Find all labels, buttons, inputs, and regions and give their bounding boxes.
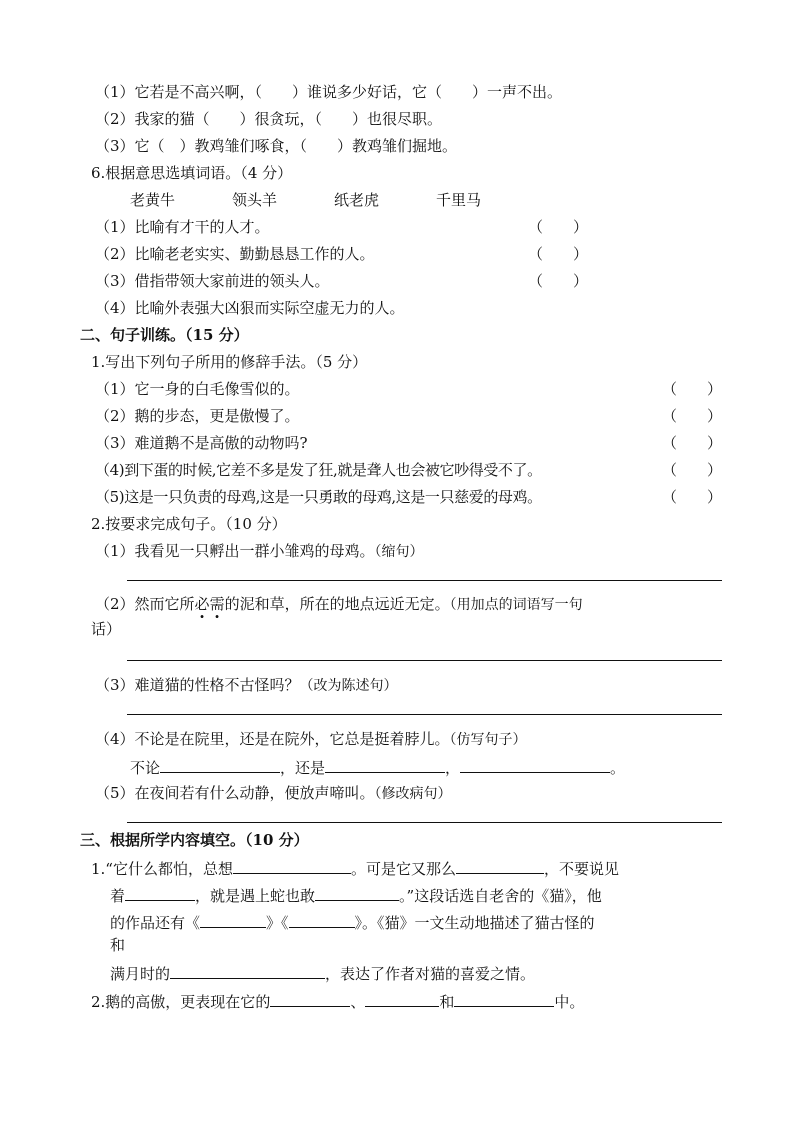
q6-word-4: 千里马 bbox=[436, 191, 482, 209]
sec2-s5-instruction: （修改病句） bbox=[374, 786, 452, 802]
sec3-q2-text-a: 2.鹅的高傲，更表现在它的 bbox=[91, 993, 271, 1011]
sec2-q1-paren-3[interactable]: （ ） bbox=[662, 434, 723, 452]
sec2-s4-word-1: 不论 bbox=[130, 759, 161, 777]
section-2-title: 二、句子训练。（15 分） bbox=[80, 326, 249, 344]
sec2-s4-text bbox=[95, 729, 527, 749]
sec2-s2-instruction: （用加点的词语写一句 bbox=[449, 597, 583, 613]
sec3-p1-line-2 bbox=[110, 884, 602, 904]
sec3-q2-text-d: 中。 bbox=[554, 993, 585, 1011]
sec2-s2-wrap: 话） bbox=[91, 620, 122, 638]
sec2-s3-text bbox=[95, 675, 398, 695]
sec2-s4-imitation bbox=[130, 756, 625, 776]
sec2-s3-instruction: （改为陈述句） bbox=[299, 678, 398, 694]
q5-item-1: （1）它若是不高兴啊，（ ）谁说多少好话，它（ ）一声不出。 bbox=[95, 83, 563, 101]
sec3-p2-blank-1[interactable] bbox=[125, 884, 195, 901]
sec2-s5-answer-line[interactable] bbox=[127, 822, 722, 823]
sec3-p2-text-c: 。”这段话选自老舍的《猫》，他 bbox=[399, 887, 602, 905]
sec2-q1-item-1: （1）它一身的白毛像雪似的。 bbox=[95, 380, 300, 398]
sec3-p2-text-a: 着 bbox=[110, 887, 126, 905]
q6-answer-paren-1[interactable]: （ ） bbox=[528, 218, 589, 236]
sec3-p1-blank-1[interactable] bbox=[233, 857, 351, 874]
sec3-q2-blank-2[interactable] bbox=[365, 990, 439, 1007]
sec2-q1-item-3: （3）难道鹅不是高傲的动物吗? bbox=[95, 434, 308, 452]
sec2-s5-sentence: （5）在夜间若有什么动静，便放声啼叫。 bbox=[95, 784, 375, 802]
q6-title: 6.根据意思选填词语。（4 分） bbox=[91, 164, 293, 182]
sec3-q2-line bbox=[91, 990, 584, 1010]
sec2-s1-sentence: （1）我看见一只孵出一群小雏鸡的母鸡。 bbox=[95, 542, 375, 560]
q5-item-3: （3）它（ ）教鸡雏们啄食，（ ）教鸡雏们掘地。 bbox=[95, 137, 458, 155]
sec3-p5-text-b: ，表达了作者对猫的喜爱之情。 bbox=[325, 965, 536, 983]
sec2-s4-instruction: （仿写句子） bbox=[449, 732, 527, 748]
sec3-p2-text-b: ，就是遇上蛇也敢 bbox=[195, 887, 316, 905]
sec2-q1-paren-5[interactable]: （ ） bbox=[662, 488, 723, 506]
sec2-q1-paren-2[interactable]: （ ） bbox=[662, 407, 723, 425]
sec2-q1-paren-1[interactable]: （ ） bbox=[662, 380, 723, 398]
sec3-p3-blank-2[interactable] bbox=[289, 911, 355, 928]
sec2-s3-answer-line[interactable] bbox=[127, 714, 722, 715]
section-3-title: 三、根据所学内容填空。（10 分） bbox=[80, 831, 309, 849]
sec3-p1-text-a: 1.“它什么都怕，总想 bbox=[91, 860, 233, 878]
q6-answer-paren-3[interactable]: （ ） bbox=[528, 272, 589, 290]
sec2-s2-dotted-2: 需 bbox=[209, 595, 225, 613]
sec3-p1-line-3 bbox=[110, 911, 595, 931]
sec2-s2-part-a: （2）然而它所 bbox=[95, 595, 195, 613]
sec2-q1-title: 1.写出下列句子所用的修辞手法。（5 分） bbox=[91, 353, 368, 371]
sec3-p1-text-c: ，不要说见 bbox=[544, 860, 620, 878]
sec3-q2-blank-1[interactable] bbox=[270, 990, 350, 1007]
sec2-s2-part-b: 的泥和草，所在的地点远近无定。 bbox=[224, 595, 450, 613]
sec2-q1-paren-4[interactable]: （ ） bbox=[662, 461, 723, 479]
sec3-p3-text-b: 》《 bbox=[266, 914, 289, 932]
sec2-s5-text bbox=[95, 783, 452, 803]
sec2-s4-word-2: ，还是 bbox=[280, 759, 326, 777]
sec2-s1-instruction: （缩句） bbox=[374, 544, 424, 560]
sec3-p1-line-5 bbox=[110, 962, 535, 982]
sec2-s4-sentence: （4）不论是在院里，还是在院外，它总是挺着脖儿。 bbox=[95, 730, 450, 748]
sec3-p2-blank-2[interactable] bbox=[315, 884, 399, 901]
sec3-q2-blank-3[interactable] bbox=[454, 990, 554, 1007]
sec3-p5-blank-1[interactable] bbox=[170, 962, 325, 979]
q6-word-2: 领头羊 bbox=[232, 191, 278, 209]
q6-item-1: （1）比喻有才干的人才。 bbox=[95, 218, 270, 236]
q6-answer-paren-2[interactable]: （ ） bbox=[528, 245, 589, 263]
sec2-q1-item-4: （4)到下蛋的时候,它差不多是发了狂,就是聋人也会被它吵得受不了。 bbox=[95, 461, 542, 479]
sec3-p1-line-1 bbox=[91, 857, 619, 877]
sec2-s1-text bbox=[95, 541, 424, 561]
sec3-p5-text-a: 满月时的 bbox=[110, 965, 171, 983]
sec2-s4-blank-1[interactable] bbox=[160, 756, 280, 773]
sec2-s2-text bbox=[95, 594, 583, 614]
q6-item-3: （3）借指带领大家前进的领头人。 bbox=[95, 272, 330, 290]
sec2-q1-item-5: （5)这是一只负责的母鸡,这是一只勇敢的母鸡,这是一只慈爱的母鸡。 bbox=[95, 488, 542, 506]
sec2-s4-word-3: ， bbox=[445, 759, 461, 777]
q6-word-3: 纸老虎 bbox=[334, 191, 380, 209]
q6-item-2: （2）比喻老老实实、勤勤恳恳工作的人。 bbox=[95, 245, 375, 263]
sec2-s4-blank-3[interactable] bbox=[460, 756, 610, 773]
sec2-q1-item-2: （2）鹅的步态，更是傲慢了。 bbox=[95, 407, 300, 425]
sec3-p3-text-c: 》。《猫》一文生动地描述了猫古怪的 bbox=[354, 914, 595, 932]
sec3-q2-text-c: 和 bbox=[439, 993, 455, 1011]
sec3-p1-blank-2[interactable] bbox=[456, 857, 544, 874]
sec2-q2-title: 2.按要求完成句子。（10 分） bbox=[91, 515, 287, 533]
sec2-s4-word-4: 。 bbox=[610, 759, 626, 777]
sec3-p3-text-a: 的作品还有《 bbox=[110, 914, 201, 932]
sec2-s3-sentence: （3）难道猫的性格不古怪吗？ bbox=[95, 676, 300, 694]
q6-item-4: （4）比喻外表强大凶狠而实际空虚无力的人。 bbox=[95, 299, 405, 317]
sec2-s2-answer-line[interactable] bbox=[127, 660, 722, 661]
sec3-p1-text-b: 。可是它又那么 bbox=[350, 860, 456, 878]
sec2-s2-dotted-1: 必 bbox=[194, 595, 210, 613]
sec3-q2-text-b: 、 bbox=[350, 993, 366, 1011]
sec2-s4-blank-2[interactable] bbox=[325, 756, 445, 773]
q5-item-2: （2）我家的猫（ ）很贪玩，（ ）也很尽职。 bbox=[95, 110, 443, 128]
sec3-p1-line-4: 和 bbox=[110, 936, 126, 954]
sec3-p3-blank-1[interactable] bbox=[200, 911, 266, 928]
q6-word-1: 老黄牛 bbox=[130, 191, 176, 209]
sec2-s1-answer-line[interactable] bbox=[127, 580, 722, 581]
